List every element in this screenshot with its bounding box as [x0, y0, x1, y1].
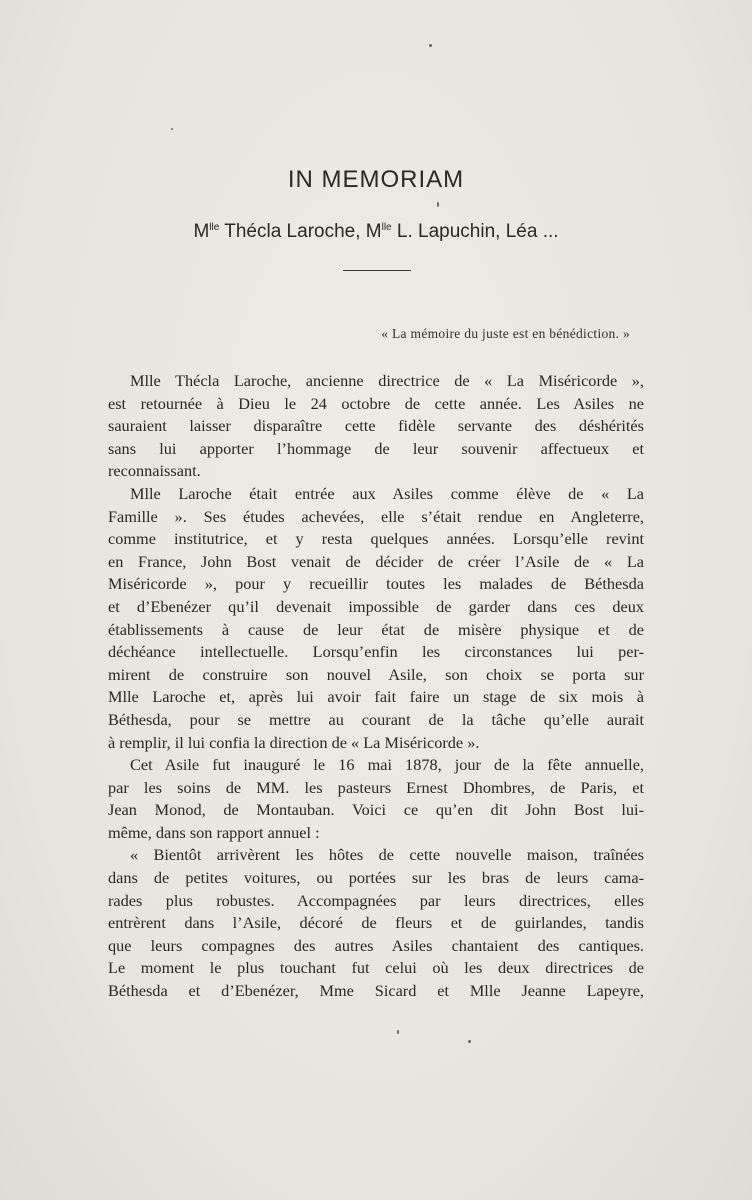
paper-speck [468, 1040, 471, 1043]
page-title: IN MEMORIAM [287, 166, 465, 193]
text-line: Mlle Laroche et, après lui avoir fait faire un stage de six mois à [108, 687, 644, 707]
text-line: déchéance intellectuelle. Lorsqu’enfin les circonstances lui per- [108, 642, 644, 662]
subtitle-name-2: L. Lapuchin, Léa ... [391, 221, 559, 242]
text-line: est retournée à Dieu le 24 octobre de cette année. Les Asiles ne [108, 393, 644, 413]
text-line: rades plus robustes. Accompagnées par leurs directrices, elles [108, 890, 644, 910]
text-line: en France, John Bost venait de décider de créer l’Asile de « La [108, 551, 644, 571]
text-line: Famille ». Ses études achevées, elle s’était rendue en Angleterre, [108, 506, 644, 526]
paper-speck [429, 44, 432, 47]
text-line: établissements à cause de leur état de misère physique et de [108, 619, 644, 639]
text-line: que leurs compagnes des autres Asiles chantaient des cantiques. [108, 935, 644, 955]
epigraph: « La mémoire du juste est en bénédiction. » [381, 326, 630, 341]
subtitle-prefix-1: M [193, 221, 210, 242]
paper-speck [437, 202, 439, 207]
text-line: reconnaissant. [108, 461, 201, 481]
text-line: par les soins de MM. les pasteurs Ernest Dhombres, de Paris, et [108, 777, 644, 797]
text-line: dans de petites voitures, ou portées sur les bras de leurs cama- [108, 868, 644, 888]
text-line: sauraient laisser disparaître cette fidèle servante des déshérités [108, 416, 644, 436]
text-line: même, dans son rapport annuel : [108, 822, 320, 842]
text-line: mirent de construire son nouvel Asile, son choix se porta sur [108, 664, 644, 684]
text-line: Mlle Laroche était entrée aux Asiles comme élève de « La [130, 483, 644, 503]
text-line: à remplir, il lui confia la direction de « La Miséricorde ». [108, 732, 480, 752]
paper-speck [171, 128, 173, 130]
subtitle-sup-2: lle [381, 222, 392, 233]
text-line: et d’Ebenézer qu’il devenait impossible de garder dans ces deux [108, 596, 644, 616]
text-line: Cet Asile fut inauguré le 16 mai 1878, jour de la fête annuelle, [130, 755, 644, 775]
subtitle-sup-1: lle [209, 222, 220, 233]
text-line: Béthesda, pour se mettre au courant de la tâche qu’elle aurait [108, 709, 644, 729]
text-line: Mlle Thécla Laroche, ancienne directrice de « La Miséricorde », [130, 371, 644, 390]
body-text [108, 370, 644, 1003]
text-line: Miséricorde », pour y recueillir toutes les malades de Béthesda [108, 574, 644, 594]
text-line: « Bientôt arrivèrent les hôtes de cette nouvelle maison, traînées [130, 845, 644, 865]
text-line: sans lui apporter l’hommage de leur souvenir affectueux et [108, 438, 644, 458]
text-line: Jean Monod, de Montauban. Voici ce qu’en dit John Bost lui- [108, 800, 644, 820]
subtitle [0, 221, 752, 243]
subtitle-name-1: Thécla Laroche, [219, 221, 366, 242]
text-line: entrèrent dans l’Asile, décoré de fleurs et de guirlandes, tandis [108, 913, 644, 933]
divider-rule [343, 270, 411, 271]
text-line: Béthesda et d’Ebenézer, Mme Sicard et Mlle Jeanne Lapeyre, [108, 981, 644, 1001]
text-line: Le moment le plus touchant fut celui où les deux directrices de [108, 958, 644, 978]
text-line: comme institutrice, et y resta quelques années. Lorsqu’elle revint [108, 529, 644, 549]
subtitle-prefix-2: M [365, 221, 382, 242]
paper-speck [397, 1030, 399, 1034]
